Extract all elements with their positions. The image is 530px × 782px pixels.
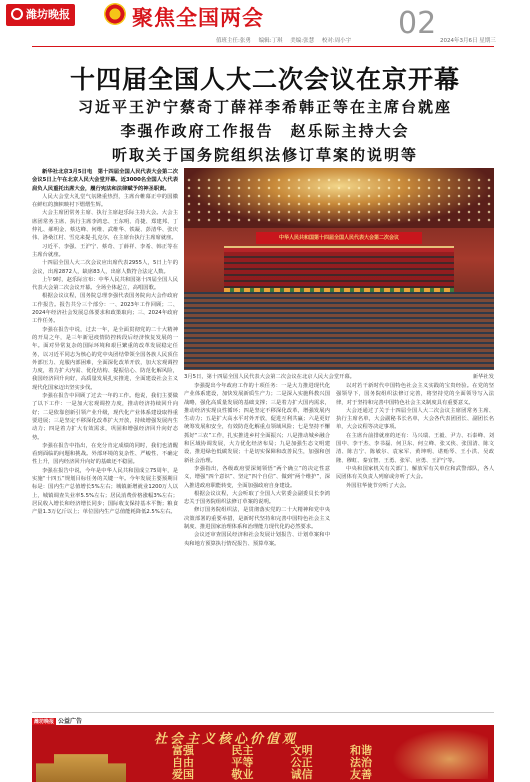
issue-date: 2024年3月6日 星期三	[440, 38, 496, 44]
value-item: 友善	[349, 768, 372, 781]
article-paragraph: 李强提出今年政府工作的十项任务：一是大力推进现代化产业体系建设，加快发展新质生产力；二是深入实施科教兴国战略，强化高质量发展的基础支撑；三是着力扩大国内需求，推动经济实现良性循环；四是坚定不移深化改革，增强发展内生动力；五是扩大高水平对外开放，促进互利共赢；六是更好统筹发展和安全，有效防范化解重点领域风险；七是坚持不懈抓好“三农”工作，扎实推进乡村全面振兴；八是推动城乡融合和区域协调发展，大力优化经济布局；九是加强生态文明建设，推进绿色低碳发展；十是切实保障和改善民生，加强和创新社会治理。	[184, 383, 330, 464]
article-paragraph: 李强在报告中指出，在充分肯定成绩的同时，我们也清醒看到面临的问题和挑战。外部环境的复杂性、严峻性、不确定性上升，国内经济回升向好的基础还不稳固。	[32, 442, 178, 466]
crane-icon	[392, 729, 488, 779]
article-paragraph: 会议还审查国民经济和社会发展计划报告、计划草案和中央和地方预算执行情况报告、预算草案。	[184, 532, 330, 547]
values-row	[172, 769, 372, 781]
values-row	[172, 757, 372, 769]
article-paragraph: 上午9时，赵乐际宣布：中华人民共和国第十四届全国人民代表大会第二次会议开幕。全场全体起立，高唱国歌。	[32, 276, 178, 292]
caption-text: 3月5日，第十四届全国人民代表大会第二次会议在北京人民大会堂开幕。	[184, 374, 355, 380]
staff-credit: 值班主任:张勇	[216, 38, 251, 44]
great-hall-photo	[184, 168, 494, 370]
staff-credit: 校对:周小宇	[321, 38, 352, 44]
value-item: 平等	[231, 756, 254, 769]
main-headline: 十四届全国人大二次会议在京开幕	[69, 65, 460, 94]
photo-caption	[184, 372, 494, 380]
article-paragraph: 根据会议议程，大会听取了全国人大常委会副委员长李鸿忠关于国务院组织法修订草案的说明。	[184, 490, 330, 506]
section-title: 聚焦全国两会	[132, 6, 264, 30]
ad-label-text: 公益广告	[58, 718, 83, 725]
ad-title: 社会主义核心价值观	[154, 732, 299, 747]
subheadline-1: 习近平王沪宁蔡奇丁薛祥李希韩正等在主席台就座	[77, 98, 452, 116]
public-service-ad	[32, 725, 494, 782]
photo-rostrum-rows	[224, 252, 454, 290]
article-paragraph: 外国驻华使节旁听了大会。	[346, 482, 410, 489]
values-row	[172, 745, 372, 757]
newspaper-logo	[6, 4, 75, 26]
subheadline-3: 听取关于国务院组织法修订草案的说明等	[111, 146, 418, 164]
value-item: 诚信	[290, 768, 313, 781]
photo-audience	[184, 292, 494, 370]
article-paragraph: 李强指出，各级政府要深刻领悟“两个确立”的决定性意义，增强“四个意识”、坚定“四个自信”、做到“两个维护”，深入推进政府职能转变，全面加强政府自身建设。	[184, 465, 330, 489]
value-item: 富强	[172, 744, 194, 757]
masthead	[0, 0, 530, 46]
ad-divider	[32, 712, 494, 713]
value-item: 自由	[172, 756, 194, 769]
article-paragraph: 李强在报告中说，过去一年，是全面贯彻党的二十大精神的开局之年，是三年新冠疫情防控转段后经济恢复发展的一年。面对异常复杂的国际环境和艰巨繁重的改革发展稳定任务，以习近平同志为核心的党中央团结带领全国各族人民顶住外部压力、克服内部困难，全面深化改革开放，加大宏观调控力度，着力扩大内需、优化结构、提振信心、防范化解风险，我国经济回升向好，高质量发展扎实推进，全面建设社会主义现代化国家迈出坚实步伐。	[32, 326, 178, 391]
photo-banner: 中华人民共和国第十四届全国人民代表大会第二次会议	[256, 232, 422, 244]
staff-credit: 美编:张慧	[290, 38, 315, 44]
article-paragraph: 大会还通过了关于十四届全国人大二次会议主席团常务主席、执行主席名单，大会副秘书长名单，大会各代表团团长、副团长名单，大会议程等决定事项。	[336, 407, 494, 431]
staff-credits	[216, 36, 357, 44]
masthead-divider	[32, 46, 494, 47]
article-paragraph: 李强在报告中说，今年是中华人民共和国成立75周年，是实施“十四五”规划目标任务的关键一年。今年发展主要预期目标是：国内生产总值增长5%左右；城镇新增就业1200万人以上，城镇调查失业率5.5%左右；居民消费价格涨幅3%左右；居民收入增长和经济增长同步；国际收支保持基本平衡；粮食产量1.3万亿斤以上；单位国内生产总值能耗降低2.5%左右。	[32, 467, 178, 516]
value-item: 爱国	[172, 768, 194, 781]
article-paragraph: 李强在报告中回顾了过去一年的工作。他说，我们主要做了以下工作：一是加大宏观调控力度，推动经济持续回升向好；二是依靠创新引领产业升级，现代化产业体系建设取得重要进展；三是坚定不移深化改革扩大开放，持续增强发展内生动力；四是着力扩大有效需求，巩固和增强经济回升向好态势。	[32, 393, 178, 441]
article-column-3	[336, 382, 494, 708]
article-paragraph: 十四届全国人大二次会议应出席代表2955人，5日上午的会议，出席2872人，缺席83人，出席人数符合法定人数。	[32, 260, 178, 275]
ad-label-tag: 潍坊晚报	[34, 719, 55, 725]
value-item: 公正	[290, 756, 313, 769]
value-item: 民主	[231, 744, 254, 757]
article-paragraph: 修订国务院组织法，是贯彻落实党的二十大精神和党中央决策部署的重要举措，是新时代坚持和完善中国特色社会主义制度、推进国家治理体系和治理能力现代化的必然要求。	[184, 507, 330, 531]
article-paragraph: 大会主席团常务主席、执行主席赵乐际主持大会。大会主席团常务主席、执行主席李鸿忠、王东明、肖捷、郑建邦、丁仲礼、郝明金、蔡达峰、何维、武维华、铁凝、彭清华、张庆伟、洛桑江村、雪克来提·扎克尔，在主席台执行主席席就座。	[32, 210, 178, 242]
page-number: 02	[398, 6, 437, 41]
article-paragraph: 新华社北京3月5日电 第十四届全国人民代表大会第二次会议5日上午在北京人民大会堂开幕。近3000名全国人大代表肩负人民重托出席大会，履行宪法和法律赋予的神圣职责。	[32, 169, 178, 192]
core-values-grid	[172, 745, 372, 781]
value-item: 文明	[290, 744, 313, 757]
article-paragraph: 习近平、李强、王沪宁、蔡奇、丁薛祥、李希、韩正等在主席台就座。	[32, 243, 178, 258]
staff-credit: 编辑:丁琪	[258, 38, 283, 44]
article-paragraph: 根据会议议程，国务院总理李强代表国务院向大会作政府工作报告。报告共分三个部分：一、2023年工作回顾；二、2024年经济社会发展总体要求和政策取向；三、2024年政府工作任务。	[32, 293, 178, 325]
value-item: 和谐	[349, 744, 372, 757]
ad-label	[32, 716, 82, 725]
article-column-1	[32, 168, 178, 708]
article-paragraph: 在主席台前排就座的还有：马兴瑞、王毅、尹力、石泰峰、刘国中、李干杰、李书磊、何卫东、何立峰、张又侠、张国清、陈文清、陈吉宁、陈敏尔、袁家军、黄坤明、谌贻琴、王小洪、吴政隆、穆虹、秦宜智、王勇、张军、应勇、王沪宁等。	[336, 432, 494, 464]
tiananmen-icon	[36, 751, 126, 782]
cppcc-emblem-icon	[104, 3, 126, 25]
value-item: 法治	[349, 756, 372, 769]
value-item: 敬业	[231, 768, 254, 781]
photo-ceiling-lights	[184, 176, 494, 226]
article-paragraph: 中央和国家机关有关部门、解放军有关单位和武警部队，各人民团体有关负责人列席或旁听了大会。	[336, 465, 494, 481]
article-paragraph: 人民大会堂大礼堂气氛隆重热烈，主席台帷幕正中的国徽在鲜红的旗帜映衬下熠熠生辉。	[32, 193, 178, 209]
subheadline-2: 李强作政府工作报告 赵乐际主持大会	[120, 122, 410, 140]
article-paragraph: 以对若干新时代中国特色社会主义实践的宝贵经验。在党的坚强领导下，国务院组织法修订完善，将坚持党的全面领导写入法律，对于坚持和完善中国特色社会主义制度具有重要意义。	[336, 383, 494, 406]
photo-credit: 新华社发	[472, 374, 494, 380]
logo-icon	[11, 8, 23, 20]
logo-text: 潍坊晚报	[26, 8, 70, 21]
article-column-2	[184, 382, 330, 708]
